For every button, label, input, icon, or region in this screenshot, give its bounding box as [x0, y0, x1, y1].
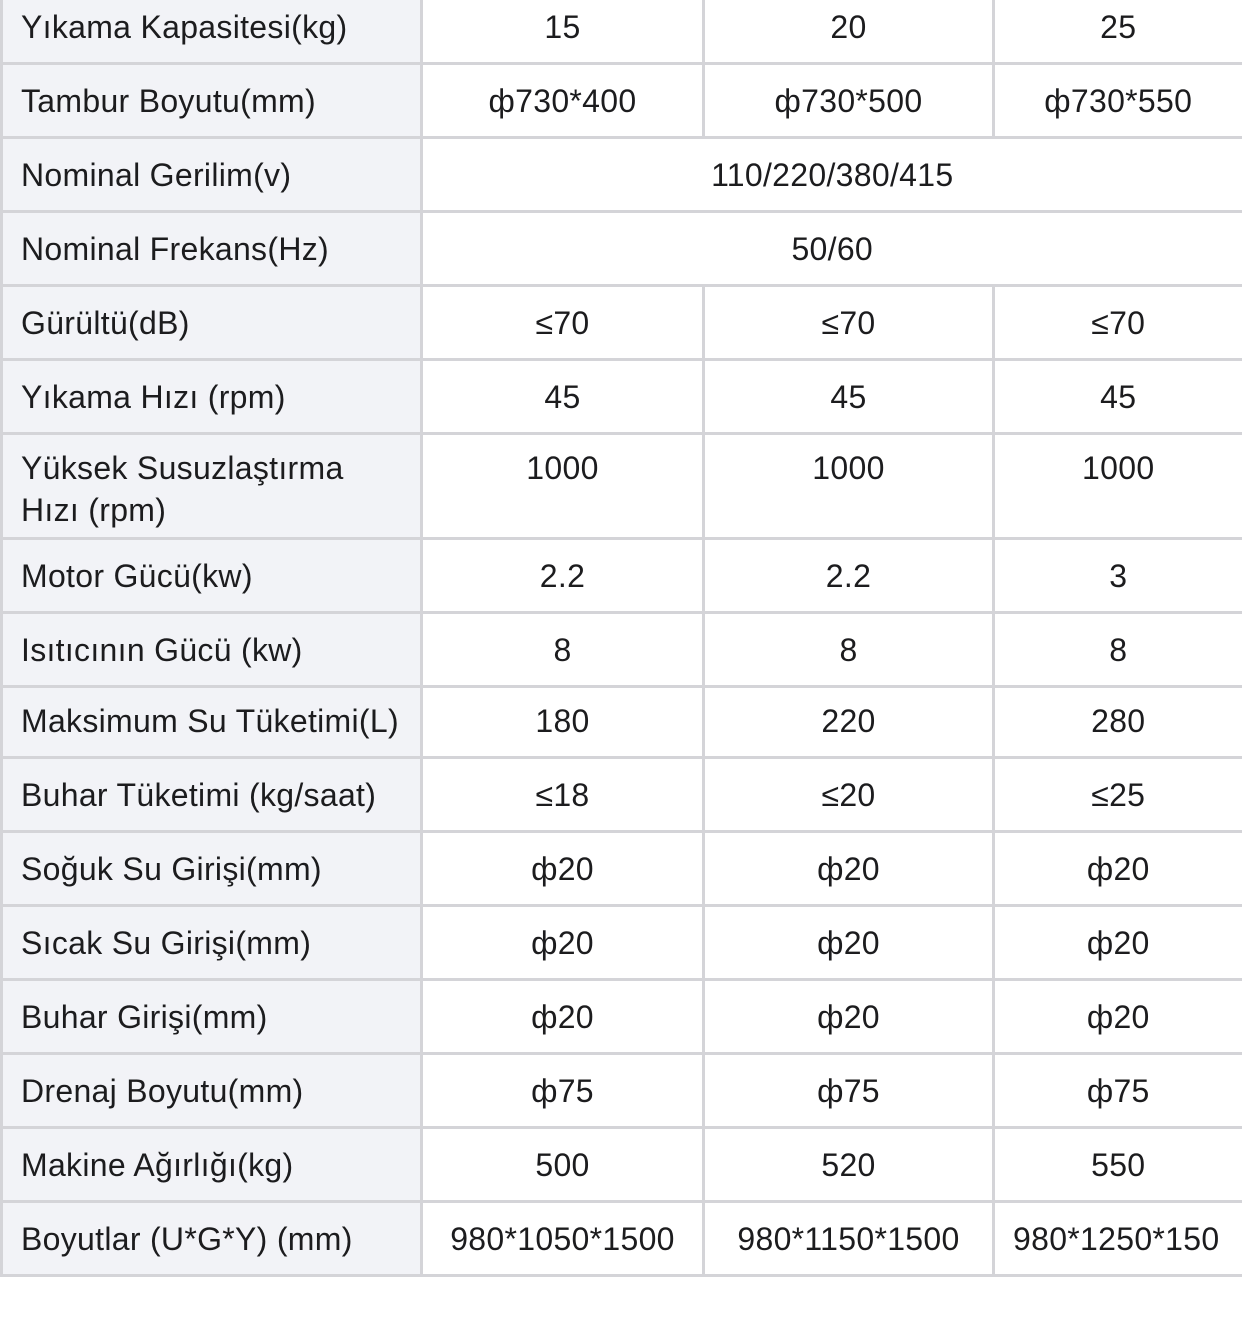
spec-value: 8: [994, 613, 1242, 687]
table-row: [2, 434, 1242, 539]
spec-label: Yüksek Susuzlaştırma Hızı (rpm): [2, 434, 422, 539]
table-row: [2, 1054, 1242, 1128]
spec-label: Boyutlar (U*G*Y) (mm): [2, 1202, 422, 1276]
spec-value: 980*1050*1500: [422, 1202, 704, 1276]
spec-value: ф730*550: [994, 64, 1242, 138]
spec-value: 8: [704, 613, 994, 687]
spec-value: 520: [704, 1128, 994, 1202]
spec-value: ф20: [704, 906, 994, 980]
spec-value: 45: [422, 360, 704, 434]
table-row: [2, 539, 1242, 613]
spec-value: ф75: [994, 1054, 1242, 1128]
spec-value: 8: [422, 613, 704, 687]
table-row: [2, 1202, 1242, 1276]
spec-value: 1000: [994, 434, 1242, 539]
spec-value: ф730*400: [422, 64, 704, 138]
spec-value: ≤70: [422, 286, 704, 360]
spec-label: Gürültü(dB): [2, 286, 422, 360]
spec-value: 1000: [704, 434, 994, 539]
spec-value: 980*1250*150: [994, 1202, 1242, 1276]
spec-value: ф20: [422, 832, 704, 906]
spec-value: ф20: [994, 906, 1242, 980]
table-row: [2, 687, 1242, 758]
table-row: [2, 980, 1242, 1054]
spec-value: 2.2: [704, 539, 994, 613]
spec-label: Yıkama Hızı (rpm): [2, 360, 422, 434]
spec-value: 550: [994, 1128, 1242, 1202]
table-row: [2, 1128, 1242, 1202]
spec-value: ф20: [994, 832, 1242, 906]
spec-label: Nominal Gerilim(v): [2, 138, 422, 212]
spec-value: 25: [994, 0, 1242, 64]
spec-value: 20: [704, 0, 994, 64]
spec-value: 2.2: [422, 539, 704, 613]
spec-value: ф20: [422, 906, 704, 980]
spec-value-merged: 50/60: [422, 212, 1242, 286]
table-row: [2, 212, 1242, 286]
spec-value: ф730*500: [704, 64, 994, 138]
spec-value: 45: [704, 360, 994, 434]
spec-label: Makine Ağırlığı(kg): [2, 1128, 422, 1202]
spec-value: ф20: [422, 980, 704, 1054]
spec-value: 45: [994, 360, 1242, 434]
spec-value: ≤18: [422, 758, 704, 832]
table-row: [2, 64, 1242, 138]
spec-label: Buhar Tüketimi (kg/saat): [2, 758, 422, 832]
spec-value: 1000: [422, 434, 704, 539]
spec-label: Isıtıcının Gücü (kw): [2, 613, 422, 687]
spec-label: Tambur Boyutu(mm): [2, 64, 422, 138]
spec-value: ≤70: [994, 286, 1242, 360]
spec-label: Sıcak Su Girişi(mm): [2, 906, 422, 980]
spec-value: 220: [704, 687, 994, 758]
spec-value: 280: [994, 687, 1242, 758]
table-row: [2, 360, 1242, 434]
spec-label: Drenaj Boyutu(mm): [2, 1054, 422, 1128]
spec-value: ≤25: [994, 758, 1242, 832]
spec-value: ф75: [704, 1054, 994, 1128]
spec-value: ф75: [422, 1054, 704, 1128]
table-row: [2, 0, 1242, 64]
table-row: [2, 286, 1242, 360]
spec-value: 500: [422, 1128, 704, 1202]
spec-value: 980*1150*1500: [704, 1202, 994, 1276]
spec-value: ф20: [704, 832, 994, 906]
table-row: [2, 906, 1242, 980]
spec-label: Motor Gücü(kw): [2, 539, 422, 613]
spec-value: 180: [422, 687, 704, 758]
table-row: [2, 613, 1242, 687]
spec-value: ≤70: [704, 286, 994, 360]
spec-value: 3: [994, 539, 1242, 613]
spec-value-merged: 110/220/380/415: [422, 138, 1242, 212]
table-row: [2, 758, 1242, 832]
spec-value: ф20: [704, 980, 994, 1054]
table-row: [2, 138, 1242, 212]
spec-label: Nominal Frekans(Hz): [2, 212, 422, 286]
spec-value: 15: [422, 0, 704, 64]
table-row: [2, 832, 1242, 906]
spec-label: Maksimum Su Tüketimi(L): [2, 687, 422, 758]
spec-label: Yıkama Kapasitesi(kg): [2, 0, 422, 64]
spec-value: ≤20: [704, 758, 994, 832]
spec-value: ф20: [994, 980, 1242, 1054]
spec-label: Buhar Girişi(mm): [2, 980, 422, 1054]
spec-label: Soğuk Su Girişi(mm): [2, 832, 422, 906]
